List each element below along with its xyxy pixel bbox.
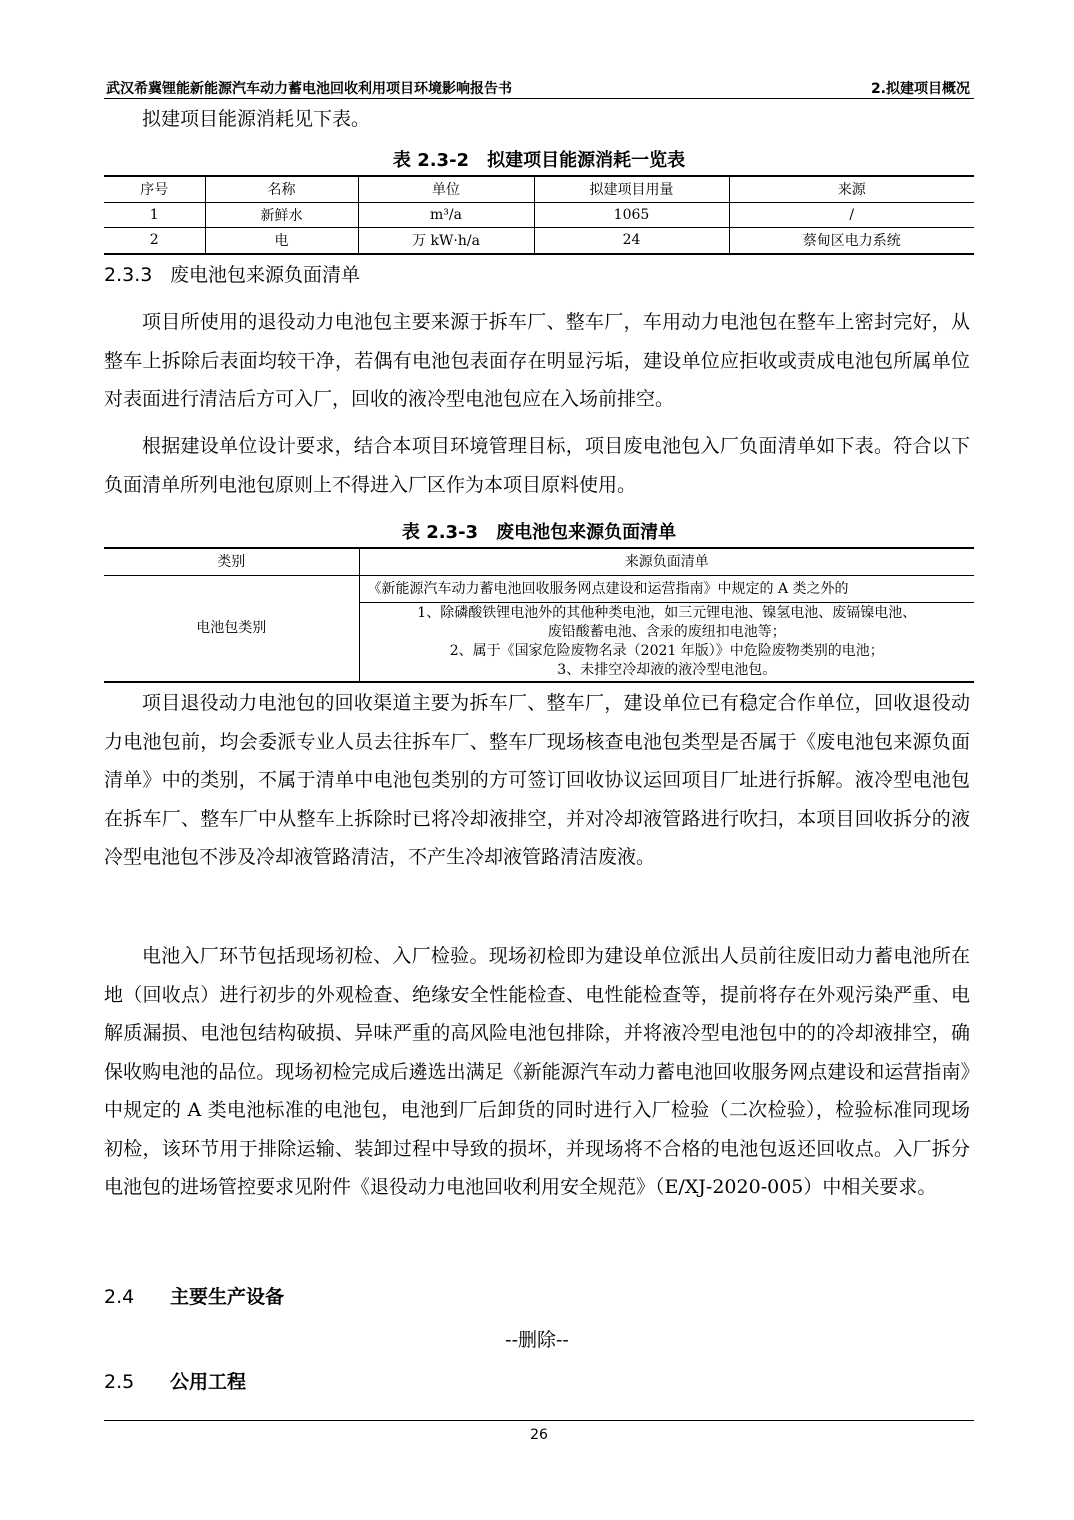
section-number: 2.5 [104, 1371, 135, 1393]
table-header-row [104, 548, 974, 576]
list-line: 2、属于《国家危险废物名录（2021 年版）》中危险废物类别的电池； [449, 643, 884, 659]
table-row [104, 202, 974, 228]
page-header [104, 76, 974, 99]
page-number: 26 [530, 1427, 548, 1443]
col-header: 类别 [104, 548, 359, 576]
body-paragraph: 根据建设单位设计要求，结合本项目环境管理目标，项目废电池包入厂负面清单如下表。符合以下负面清单所列电池包原则上不得进入厂区作为本项目原料使用。 [104, 435, 970, 496]
section-heading-2-3-3 [104, 260, 360, 287]
table-cell: 新鲜水 [205, 202, 358, 228]
list-line: 废铅酸蓄电池、含汞的废纽扣电池等； [547, 624, 786, 640]
list-line: 1、除磷酸铁锂电池外的其他种类电池，如三元锂电池、镍氢电池、废镉镍电池、 [417, 605, 917, 621]
section-number: 2.4 [104, 1286, 135, 1308]
body-paragraph: 项目所使用的退役动力电池包主要来源于拆车厂、整车厂，车用动力电池包在整车上密封完好，从整车上拆除后表面均较干净，若偶有电池包表面存在明显污垢，建设单位应拒收或责成电池包所属单位对表面进行清洁后方可入厂，回收的液冷型电池包应在入场前排空。 [104, 311, 970, 410]
table-cell: 万 kW·h/a [358, 228, 534, 254]
col-header: 拟建项目用量 [534, 176, 729, 202]
section-heading-2-5 [104, 1367, 246, 1394]
table2-caption: 表 2.3-3 废电池包来源负面清单 [401, 522, 677, 543]
section-title: 主要生产设备 [170, 1286, 285, 1308]
col-header: 序号 [104, 176, 205, 202]
table-row [104, 576, 974, 603]
table1-caption: 表 2.3-2 拟建项目能源消耗一览表 [392, 150, 686, 171]
col-header: 名称 [205, 176, 358, 202]
table-cell: 蔡甸区电力系统 [729, 228, 974, 254]
table-cell: 1 [104, 202, 205, 228]
intro-paragraph: 拟建项目能源消耗见下表。 [142, 108, 371, 130]
category-cell: 电池包类别 [104, 576, 359, 683]
table-cell: m³/a [358, 202, 534, 228]
table-row [104, 228, 974, 254]
section-heading-2-4 [104, 1282, 284, 1309]
section-title: 公用工程 [170, 1371, 247, 1393]
table-header-row [104, 176, 974, 202]
table-cell [359, 603, 974, 683]
col-header: 来源 [729, 176, 974, 202]
table-cell: 2 [104, 228, 205, 254]
body-paragraph: 电池入厂环节包括现场初检、入厂检验。现场初检即为建设单位派出人员前往废旧动力蓄电池所在地（回收点）进行初步的外观检查、绝缘安全性能检查、电性能检查等，提前将存在外观污染严重、电解质漏损、电池包结构破损、异味严重的高风险电池包排除，并将液冷型电池包中的的冷却液排空，确保收购电池的品位。现场初检完成后遴选出满足《新能源汽车动力蓄电池回收服务网点建设和运营指南》中规定的 A 类电池标准的电池包，电池到厂后卸货的同时进行入厂检验（二次检验），检验标准同现场初检，该环节用于排除运输、装卸过程中导致的损坏，并现场将不合格的电池包返还回收点。入厂拆分电池包的进场管控要求见附件《退役动力电池回收利用安全规范》（E/XJ-2020-005）中相关要求。 [104, 945, 970, 1198]
table-cell: 《新能源汽车动力蓄电池回收服务网点建设和运营指南》中规定的 A 类之外的 [359, 576, 974, 603]
header-chapter: 2.拟建项目概况 [870, 81, 970, 97]
energy-table [104, 175, 974, 255]
section-title: 废电池包来源负面清单 [170, 264, 361, 286]
table-cell: 24 [534, 228, 729, 254]
header-report-title: 武汉希冀锂能新能源汽车动力蓄电池回收利用项目环境影响报告书 [106, 81, 512, 97]
section-number: 2.3.3 [104, 264, 153, 286]
table-cell: 电 [205, 228, 358, 254]
table-cell: / [729, 202, 974, 228]
negative-list-table [104, 547, 974, 683]
col-header: 单位 [358, 176, 534, 202]
page-footer [104, 1420, 974, 1443]
body-paragraph: 项目退役动力电池包的回收渠道主要为拆车厂、整车厂，建设单位已有稳定合作单位，回收退役动力电池包前，均会委派专业人员去往拆车厂、整车厂现场核查电池包类型是否属于《废电池包来源负面清单》中的类别，不属于清单中电池包类别的方可签订回收协议运回项目厂址进行拆解。液冷型电池包在拆车厂、整车厂中从整车上拆除时已将冷却液排空，并对冷却液管路进行吹扫，本项目回收拆分的液冷型电池包不涉及冷却液管路清洁，不产生冷却液管路清洁废液。 [104, 692, 970, 868]
deleted-note: --删除-- [505, 1329, 569, 1351]
col-header: 来源负面清单 [359, 548, 974, 576]
list-line: 3、未排空冷却液的液冷型电池包。 [557, 662, 777, 678]
table-cell: 1065 [534, 202, 729, 228]
